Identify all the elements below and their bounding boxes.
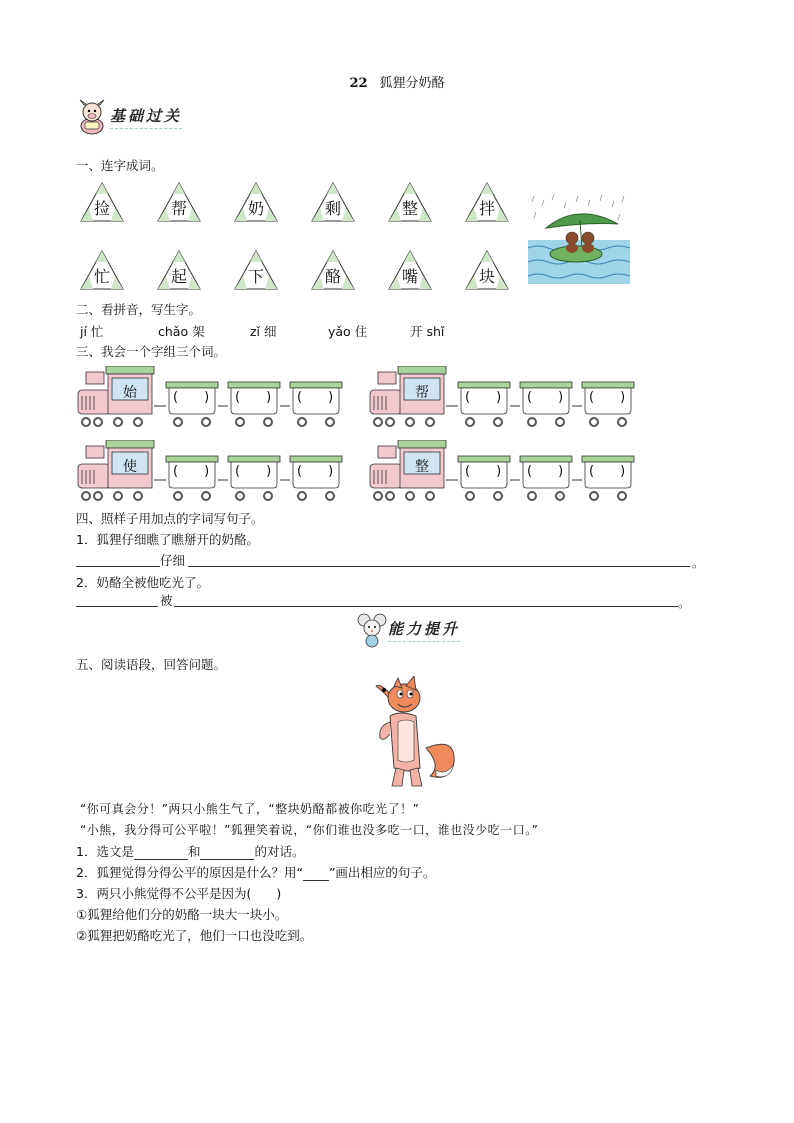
mouse-mascot-icon — [356, 612, 388, 648]
pinyin-item — [328, 322, 367, 340]
char-label: 嘴 — [401, 267, 418, 286]
section4-q1: 1．狐狸仔细瞧了瞧掰开的奶酪。 — [76, 532, 259, 547]
answer-line[interactable] — [188, 566, 690, 567]
pinyin: zǐ — [250, 324, 261, 339]
char: 细 — [264, 324, 277, 339]
char-label: 酪 — [324, 267, 341, 286]
lesson-title: 狐狸分奶酪 — [379, 76, 445, 91]
word-blank[interactable]: ( ) — [235, 390, 272, 405]
char-label: 整 — [401, 199, 418, 218]
char-triangle[interactable] — [234, 182, 278, 222]
word-train — [76, 440, 356, 506]
option-2[interactable]: ②狐狸把奶酪吃光了，他们一口也没吃到。 — [76, 928, 313, 943]
char-triangle[interactable] — [311, 250, 355, 290]
char-triangle[interactable] — [80, 182, 124, 222]
example-word: 被 — [160, 593, 173, 608]
char-triangle[interactable] — [388, 182, 432, 222]
char-label: 下 — [247, 267, 264, 286]
word-blank[interactable]: ( ) — [465, 390, 502, 405]
char-triangle[interactable] — [465, 250, 509, 290]
char-label: 捡 — [93, 199, 110, 218]
section4-heading: 四、照样子用加点的字词写句子。 — [76, 511, 264, 526]
word-blank[interactable]: ( ) — [465, 464, 502, 479]
char: 开 — [410, 324, 423, 339]
char-label: 奶 — [247, 199, 264, 218]
pinyin-row — [0, 322, 794, 340]
char-label: 块 — [478, 267, 495, 286]
answer-line[interactable] — [76, 566, 160, 567]
word-blank[interactable]: ( ) — [297, 464, 334, 479]
sentence-end: 。 — [692, 555, 705, 570]
pinyin: yǎo — [328, 324, 351, 339]
char-triangle[interactable] — [311, 182, 355, 222]
char-triangle[interactable] — [234, 250, 278, 290]
sentence-end: 。 — [678, 595, 691, 610]
pinyin: chǎo — [158, 324, 189, 339]
word-blank[interactable]: ( ) — [527, 464, 564, 479]
section1-heading: 一、连字成词。 — [76, 158, 164, 173]
section2-heading: 二、看拼音，写生字。 — [76, 302, 202, 317]
word-train — [76, 366, 356, 432]
word-blank[interactable]: ( ) — [589, 464, 626, 479]
char-label: 帮 — [170, 199, 187, 218]
char-label: 起 — [170, 267, 187, 286]
reading-paragraph-1: “你可真会分！”两只小熊生气了，“整块奶酪都被你吃光了！” — [80, 802, 420, 816]
char-label: 剩 — [324, 199, 341, 218]
train-character: 整 — [415, 459, 429, 475]
section5-q3: 3．两只小熊觉得不公平是因为( ) — [76, 886, 282, 901]
page-title — [0, 72, 794, 91]
char-label: 忙 — [93, 267, 110, 286]
section5-q2: 2．狐狸觉得分得公平的原因是什么？用“ ”画出相应的句子。 — [76, 865, 436, 880]
word-blank[interactable]: ( ) — [173, 464, 210, 479]
word-train — [368, 366, 648, 432]
section4-q2: 2．奶酪全被他吃光了。 — [76, 575, 209, 590]
pinyin-item — [80, 322, 103, 340]
pinyin: jí — [80, 324, 87, 339]
train-character: 始 — [123, 385, 137, 401]
pinyin-item — [250, 322, 277, 340]
char: 住 — [354, 324, 368, 339]
answer-line[interactable] — [174, 606, 678, 607]
char-triangle[interactable] — [465, 182, 509, 222]
banner-ability-label: 能力提升 — [388, 618, 460, 642]
word-blank[interactable]: ( ) — [297, 390, 334, 405]
cow-mascot-icon — [74, 98, 110, 136]
char-triangle[interactable] — [388, 250, 432, 290]
word-blank[interactable]: ( ) — [589, 390, 626, 405]
underline-sample — [303, 870, 329, 881]
char-label: 拌 — [478, 199, 495, 218]
word-train — [368, 440, 648, 506]
section5-q1: 1．选文是 和 的对话。 — [76, 844, 305, 859]
answer-blank[interactable] — [200, 847, 254, 860]
pinyin-item — [410, 322, 444, 340]
word-blank[interactable]: ( ) — [235, 464, 272, 479]
char: 忙 — [90, 324, 104, 339]
train-character: 帮 — [415, 385, 429, 401]
banner-ability — [356, 612, 460, 648]
fox-illustration — [370, 676, 462, 790]
answer-blank[interactable] — [134, 847, 188, 860]
char-triangle[interactable] — [157, 250, 201, 290]
banner-basic-label: 基础过关 — [110, 105, 182, 129]
reading-paragraph-2: “小熊，我分得可公平啦！”狐狸笑着说，“你们谁也没多吃一口，谁也没少吃一口。” — [80, 823, 539, 837]
banner-basic — [74, 98, 182, 136]
word-blank[interactable]: ( ) — [527, 390, 564, 405]
char-triangle[interactable] — [157, 182, 201, 222]
char-triangle[interactable] — [80, 250, 124, 290]
example-word: 仔细 — [160, 553, 186, 568]
word-blank[interactable]: ( ) — [173, 390, 210, 405]
pinyin: shǐ — [426, 324, 445, 339]
answer-line[interactable] — [76, 606, 158, 607]
ants-under-leaf-illustration — [528, 192, 630, 284]
pinyin-item — [158, 322, 205, 340]
section3-heading: 三、我会一个字组三个词。 — [76, 344, 227, 359]
option-1[interactable]: ①狐狸给他们分的奶酪一块大一块小。 — [76, 907, 288, 922]
section5-heading: 五、阅读语段，回答问题。 — [76, 657, 227, 672]
lesson-number: 22 — [349, 76, 368, 91]
char: 架 — [192, 324, 205, 339]
train-character: 使 — [123, 459, 137, 475]
